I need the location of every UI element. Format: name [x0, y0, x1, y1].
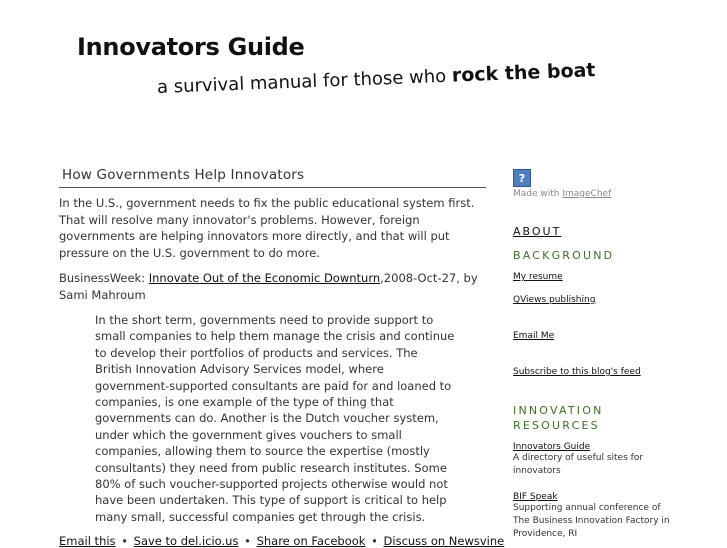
separator: • — [121, 534, 128, 548]
site-title[interactable]: Innovators Guide — [77, 33, 305, 61]
background-heading: BACKGROUND — [513, 249, 615, 262]
sidebar-link-subscribe[interactable]: Subscribe to this blog's feed — [513, 367, 641, 377]
resource-link[interactable]: BIF Speak — [513, 492, 558, 502]
site-tagline — [157, 59, 596, 98]
resources-heading-line1: INNOVATION — [513, 404, 604, 417]
save-delicious-link[interactable]: Save to del.icio.us — [133, 534, 239, 548]
share-facebook-link[interactable]: Share on Facebook — [256, 534, 366, 548]
sidebar — [513, 169, 683, 539]
source-suffix: ,2008-Oct-27, by Sami Mahroum — [59, 271, 478, 302]
badge-glyph: ? — [518, 171, 526, 185]
resource-description: Supporting annual conference of The Business Innovation Factory in Providence, RI — [513, 503, 670, 539]
tagline-plain: a survival manual for those who — [156, 65, 453, 98]
sidebar-link-resume[interactable]: My resume — [513, 272, 563, 282]
separator: • — [371, 534, 378, 548]
made-with-imagechef — [513, 189, 683, 199]
resources-heading-line2: RESOURCES — [513, 419, 600, 432]
resource-description: A directory of useful sites for innovators — [513, 453, 644, 476]
sidebar-link-qviews[interactable]: QViews publishing — [513, 295, 596, 305]
post-title[interactable]: How Governments Help Innovators — [59, 165, 486, 188]
imagechef-link[interactable]: ImageChef — [562, 189, 612, 199]
source-article-link[interactable]: Innovate Out of the Economic Downturn — [148, 271, 381, 285]
separator: • — [244, 534, 251, 548]
discuss-newsvine-link[interactable]: Discuss on Newsvine — [383, 534, 505, 548]
about-heading-link[interactable]: ABOUT — [513, 225, 562, 238]
share-bar — [59, 534, 505, 548]
imagechef-badge-icon[interactable] — [513, 169, 531, 187]
resource-link[interactable]: Innovators Guide — [513, 442, 591, 452]
resource-item — [513, 492, 673, 541]
sidebar-link-email[interactable]: Email Me — [513, 331, 555, 341]
post-intro: In the U.S., government needs to fix the public educational system first. That will resolve many innovator's problems. However, foreign governments are helping innovators more directly, and that will put pressure on the U.S. government to do more. — [59, 196, 475, 260]
post-source — [59, 270, 489, 303]
resource-item — [513, 442, 673, 478]
email-this-link[interactable]: Email this — [59, 534, 116, 548]
made-with-text: Made with — [513, 189, 563, 199]
source-prefix: BusinessWeek: — [59, 271, 149, 285]
post-blockquote: In the short term, governments need to provide support to small companies to help them manage the crisis and continue to develop their portfolios of products and services. The British Innovation Advisory Services model, where government-supported consultants are paid for and loaned to companies, is one example of the type of thing that governments can do. Another is the Dutch voucher system, under which the government gives vouchers to small companies, allowing them to source the expertise (mostly consultants) they need from public research institutes. Some 80% of such voucher-supported projects otherwise would not have been undertaken. This type of support is critical to help many small, successful companies get through the crisis. — [95, 313, 455, 524]
innovation-resources-heading — [513, 403, 604, 433]
tagline-bold: rock the boat — [451, 59, 596, 87]
